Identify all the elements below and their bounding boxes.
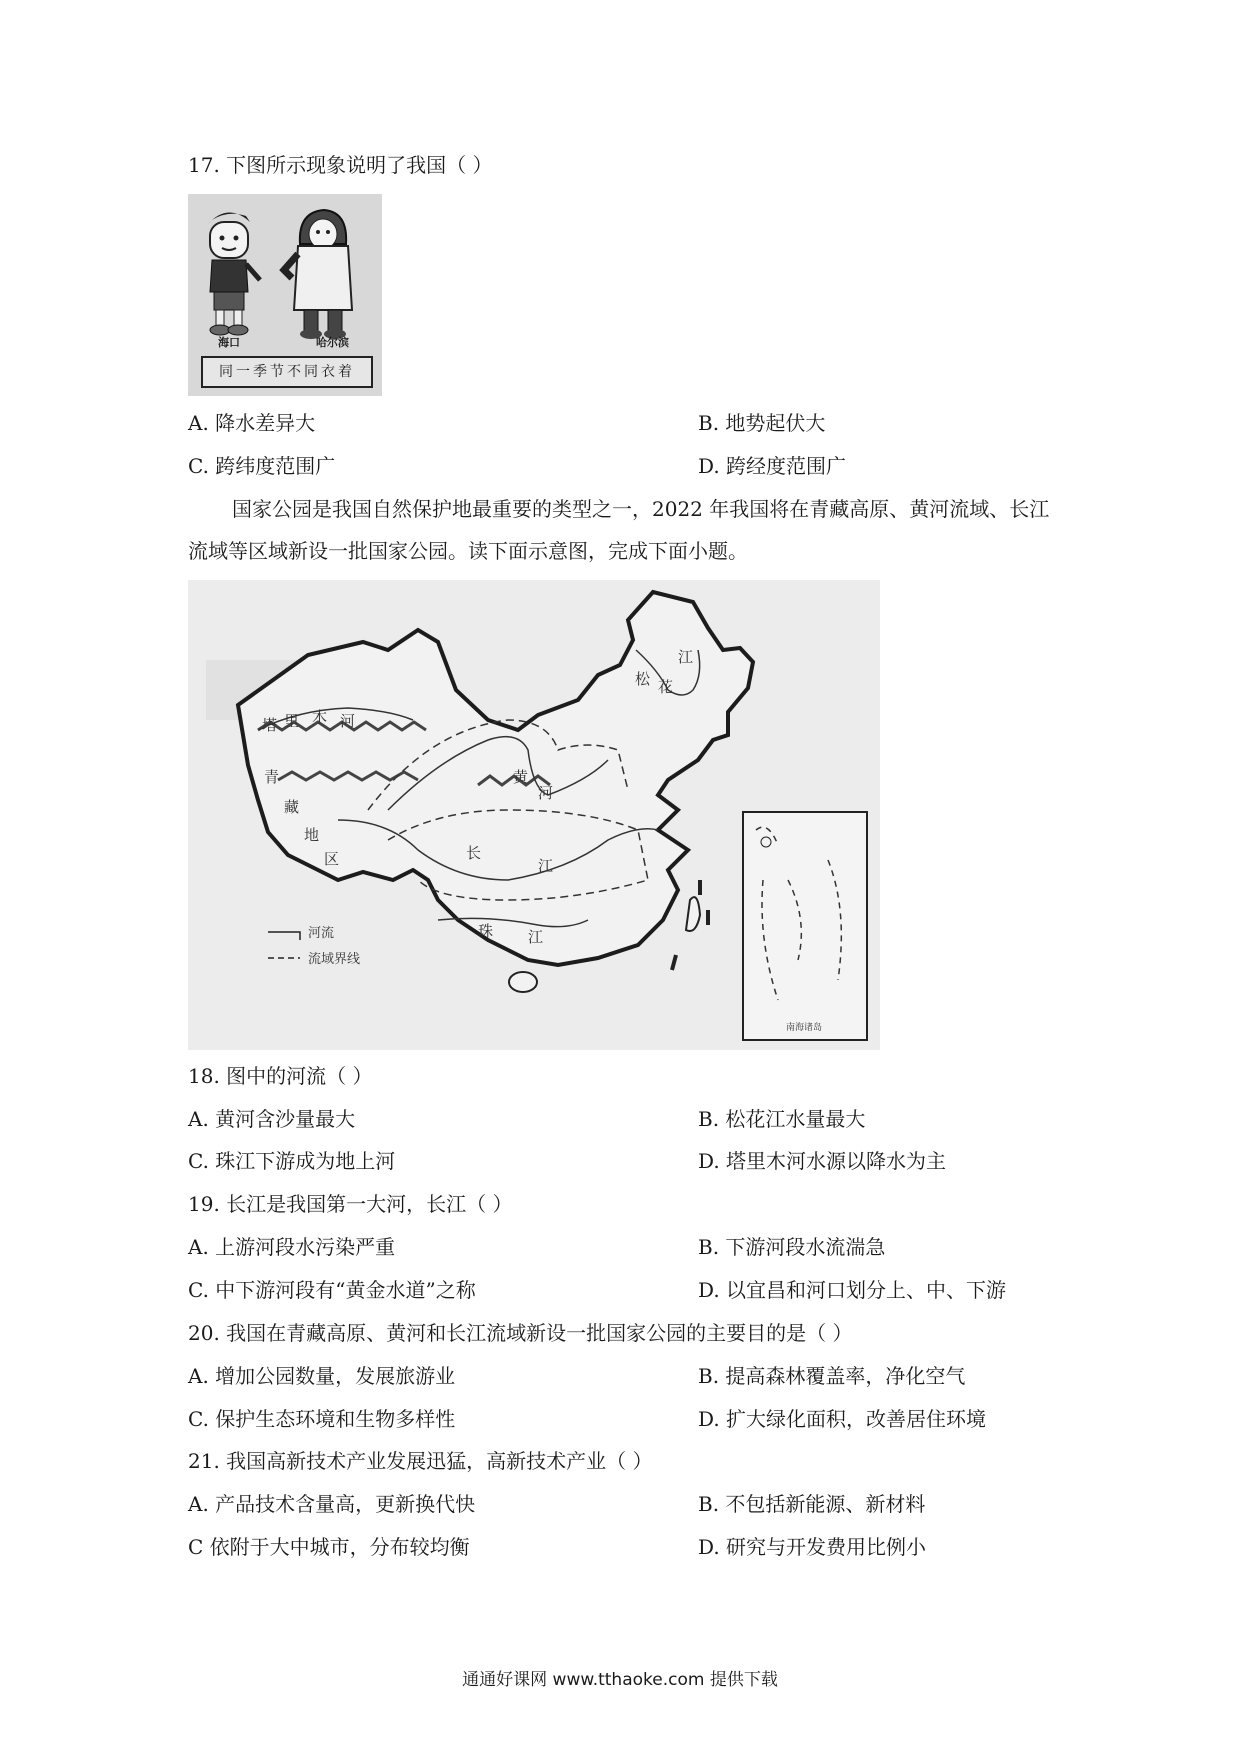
q17-option-d[interactable]: D. 跨经度范围广 <box>698 454 847 478</box>
q18-stem: 18. 图中的河流（ ） <box>188 1064 373 1088</box>
label-tarim-3: 木 <box>312 708 328 726</box>
q17-stem: 17. 下图所示现象说明了我国（ ） <box>188 153 493 177</box>
label-huanghe-1: 黄 <box>513 768 529 786</box>
city-label-haikou: 海口 <box>218 336 240 349</box>
label-tarim-1: 塔 <box>262 716 278 734</box>
q17-option-b[interactable]: B. 地势起伏大 <box>698 411 826 435</box>
q21-option-d[interactable]: D. 研究与开发费用比例小 <box>698 1535 927 1559</box>
figure-caption: 同一季节不同衣着 <box>201 356 373 388</box>
label-qingzang-4: 区 <box>324 850 340 868</box>
clothing-illustration <box>188 194 382 354</box>
q21-option-b[interactable]: B. 不包括新能源、新材料 <box>698 1492 926 1516</box>
legend-boundary-label: 流域界线 <box>308 952 361 967</box>
q19-option-b[interactable]: B. 下游河段水流湍急 <box>698 1235 886 1259</box>
q19-option-a[interactable]: A. 上游河段水污染严重 <box>188 1235 396 1259</box>
q19-stem: 19. 长江是我国第一大河，长江（ ） <box>188 1192 513 1216</box>
q20-option-c[interactable]: C. 保护生态环境和生物多样性 <box>188 1407 456 1431</box>
label-zhujiang-1: 珠 <box>478 922 494 940</box>
label-huanghe-2: 河 <box>538 784 554 802</box>
q17-option-a[interactable]: A. 降水差异大 <box>188 411 316 435</box>
label-qingzang-1: 青 <box>264 768 280 786</box>
summer-boy-icon <box>208 212 260 335</box>
label-qingzang-2: 藏 <box>284 798 300 816</box>
q21-option-c[interactable]: C 依附于大中城市，分布较均衡 <box>188 1535 470 1559</box>
label-zhujiang-2: 江 <box>528 928 544 946</box>
label-qingzang-3: 地 <box>304 826 320 844</box>
label-songhua-1: 松 <box>635 670 651 688</box>
label-songhua-3: 江 <box>678 648 694 666</box>
q18-option-a[interactable]: A. 黄河含沙量最大 <box>188 1107 356 1131</box>
south-china-sea-inset <box>743 812 867 1040</box>
q21-option-a[interactable]: A. 产品技术含量高，更新换代快 <box>188 1492 476 1516</box>
city-label-harbin: 哈尔滨 <box>316 336 349 349</box>
q20-stem: 20. 我国在青藏高原、黄河和长江流域新设一批国家公园的主要目的是（ ） <box>188 1321 853 1345</box>
label-songhua-2: 花 <box>658 678 674 696</box>
q18-option-c[interactable]: C. 珠江下游成为地上河 <box>188 1149 396 1173</box>
passage-text: 国家公园是我国自然保护地最重要的类型之一，2022 年我国将在青藏高原、黄河流域、长江流域等区域新设一批国家公园。读下面示意图，完成下面小题。 <box>188 497 1050 563</box>
q19-option-d[interactable]: D. 以宜昌和河口划分上、中、下游 <box>698 1278 1007 1302</box>
q17-figure <box>188 194 382 396</box>
china-river-map <box>188 580 880 1050</box>
inset-label: 南海诸岛 <box>786 1023 823 1033</box>
q19-option-c[interactable]: C. 中下游河段有“黄金水道”之称 <box>188 1278 476 1302</box>
q18-option-b[interactable]: B. 松花江水量最大 <box>698 1107 866 1131</box>
label-changjiang-2: 江 <box>538 857 554 875</box>
q20-option-a[interactable]: A. 增加公园数量，发展旅游业 <box>188 1364 456 1388</box>
q18-option-d[interactable]: D. 塔里木河水源以降水为主 <box>698 1149 947 1173</box>
q17-option-c[interactable]: C. 跨纬度范围广 <box>188 454 336 478</box>
legend-river-label: 河流 <box>308 926 335 941</box>
winter-person-icon <box>284 210 352 339</box>
label-changjiang-1: 长 <box>466 844 482 862</box>
q20-option-d[interactable]: D. 扩大绿化面积，改善居住环境 <box>698 1407 987 1431</box>
page-footer: 通通好课网 www.tthaoke.com 提供下载 <box>462 1670 778 1690</box>
q21-stem: 21. 我国高新技术产业发展迅猛，高新技术产业（ ） <box>188 1449 653 1473</box>
q20-option-b[interactable]: B. 提高森林覆盖率，净化空气 <box>698 1364 966 1388</box>
label-tarim-4: 河 <box>340 712 356 730</box>
hainan-island <box>509 972 537 992</box>
label-tarim-2: 里 <box>284 712 300 730</box>
